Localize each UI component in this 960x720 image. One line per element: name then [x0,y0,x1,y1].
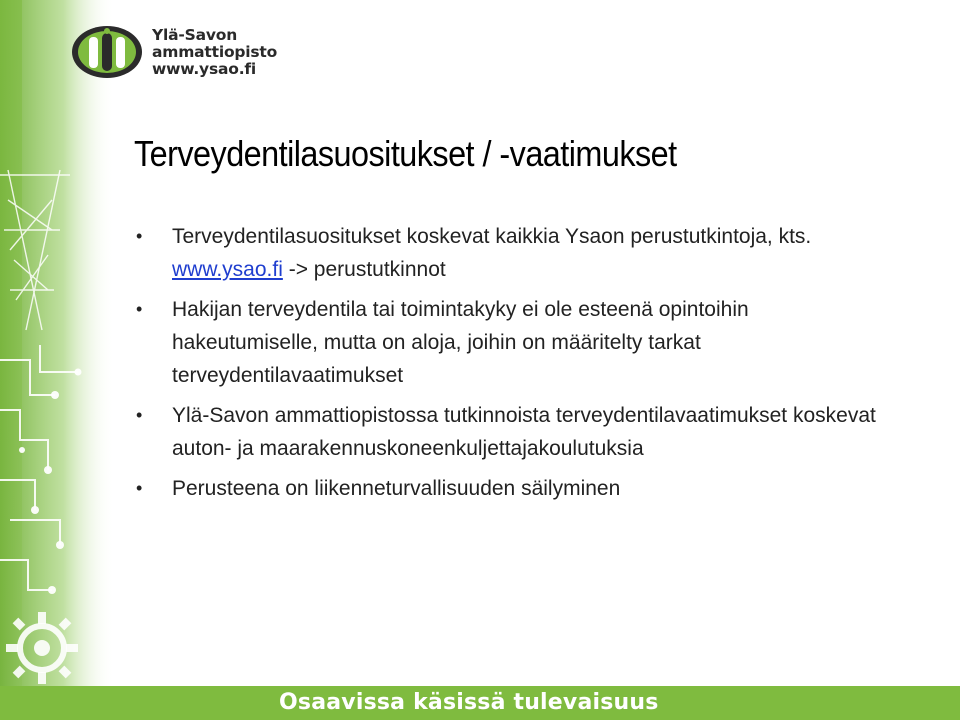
bullet-item [134,220,894,286]
bullet-item [134,293,894,392]
logo-mark-icon [70,24,144,80]
logo-url: www.ysao.fi [152,60,257,78]
bullet-item [134,399,894,465]
logo-name-line1: Ylä-Savon [152,26,238,44]
bullet-text: Ylä-Savon ammattiopistossa tutkinnoista terveydentilavaatimukset koskevat auton- ja maarakennuskoneenkuljettajakoulutuksia [172,404,876,460]
footer-band [0,686,960,720]
logo-name-line2: ammattiopisto [152,43,278,61]
bullet-dot-icon: • [136,299,143,319]
bullet-dot-icon: • [136,226,143,246]
bullet-text-part: Terveydentilasuositukset koskevat kaikkia Ysaon perustutkintoja, kts. [172,225,812,248]
bullet-text: Hakijan terveydentila tai toimintakyky ei ole esteenä opintoihin hakeutumiselle, mutta on aloja, joihin on määritelty tarkat terveydentilavaatimukset [172,298,749,387]
logo-wordmark [152,27,277,78]
bullet-list [134,220,894,512]
bullet-text [172,220,894,286]
footer-slogan: Osaavissa käsissä tulevaisuus [279,690,659,715]
bullet-dot-icon: • [136,405,143,425]
slide-title: Terveydentilasuositukset / -vaatimukset [134,133,677,174]
bullet-dot-icon: • [136,478,143,498]
bullet-text: Perusteena on liikenneturvallisuuden säilyminen [172,477,621,500]
bullet-text-suffix: -> perustutkinnot [282,258,446,281]
ysao-link[interactable]: www.ysao.fi [172,258,283,281]
ysao-logo[interactable] [70,24,310,86]
bullet-item [134,472,894,505]
